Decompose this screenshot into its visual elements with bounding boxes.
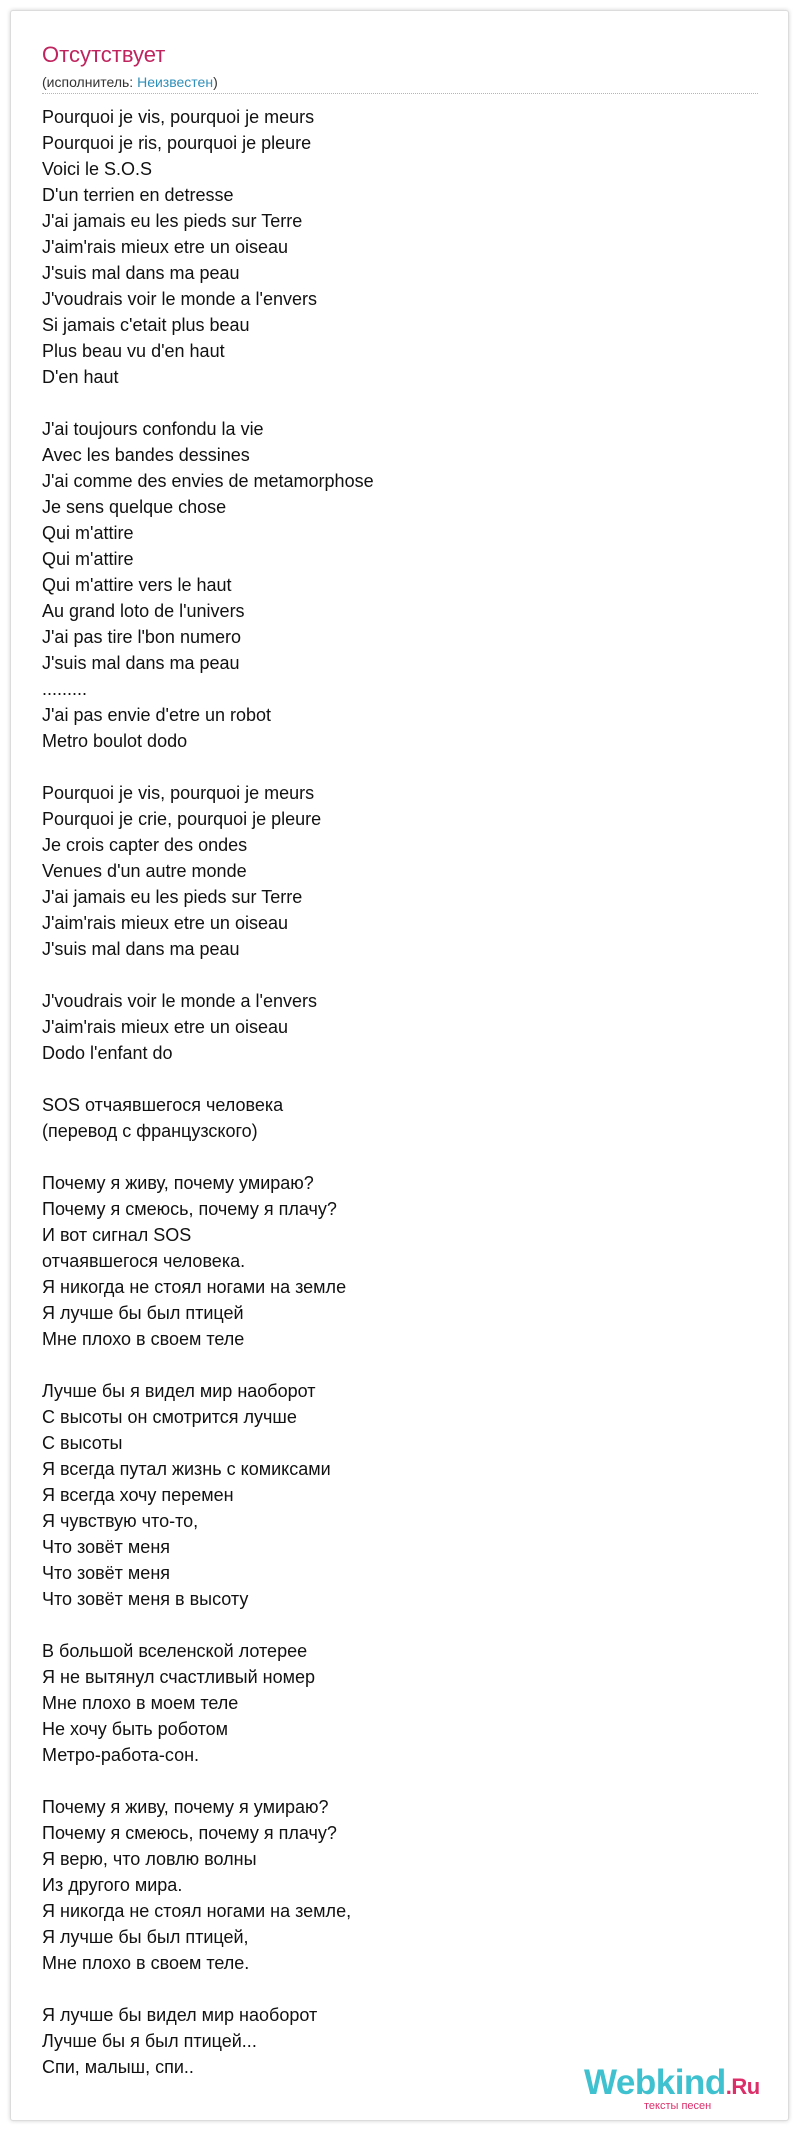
lyric-line: Qui m'attire <box>42 549 134 569</box>
lyric-line: Почему я смеюсь, почему я плачу? <box>42 1199 337 1219</box>
lyric-line: Pourquoi je vis, pourquoi je meurs <box>42 783 315 803</box>
lyric-line: D'en haut <box>42 367 119 387</box>
lyric-line: И вот сигнал SOS <box>42 1225 192 1245</box>
lyric-line: Я всегда путал жизнь с комиксами <box>42 1459 331 1479</box>
lyric-line: В большой вселенской лотерее <box>42 1641 308 1661</box>
lyric-line: Voici le S.O.S <box>42 159 153 179</box>
lyric-line: Лучше бы я был птицей... <box>42 2031 257 2051</box>
lyric-line: D'un terrien en detresse <box>42 185 234 205</box>
lyric-line: Что зовёт меня в высоту <box>42 1589 249 1609</box>
lyric-line: Plus beau vu d'en haut <box>42 341 225 361</box>
lyric-line: J'aim'rais mieux etre un oiseau <box>42 913 288 933</box>
logo-suffix: .Ru <box>725 2074 760 2099</box>
stanza-break <box>42 1144 374 1170</box>
lyric-line: J'ai jamais eu les pieds sur Terre <box>42 887 303 907</box>
lyric-line: J'aim'rais mieux etre un oiseau <box>42 1017 288 1037</box>
lyric-line: Я никогда не стоял ногами на земле, <box>42 1901 352 1921</box>
lyric-line: J'suis mal dans ma peau <box>42 939 240 959</box>
lyric-line: Из другого мира. <box>42 1875 183 1895</box>
stanza-break <box>42 1612 374 1638</box>
lyric-line: Спи, малыш, спи.. <box>42 2057 194 2077</box>
lyric-line: Je sens quelque chose <box>42 497 227 517</box>
lyric-line: Почему я живу, почему умираю? <box>42 1173 314 1193</box>
lyric-line: ......... <box>42 679 88 699</box>
lyric-line: Venues d'un autre monde <box>42 861 247 881</box>
stanza-break <box>42 1352 374 1378</box>
lyric-line: J'suis mal dans ma peau <box>42 263 240 283</box>
title-divider <box>42 93 758 94</box>
lyric-line: Почему я живу, почему я умираю? <box>42 1797 329 1817</box>
lyric-line: J'suis mal dans ma peau <box>42 653 240 673</box>
lyric-line: Avec les bandes dessines <box>42 445 250 465</box>
lyric-line: Qui m'attire vers le haut <box>42 575 232 595</box>
lyric-line: J'ai pas tire l'bon numero <box>42 627 241 647</box>
lyric-line: Я лучше бы видел мир наоборот <box>42 2005 318 2025</box>
lyric-line: J'aim'rais mieux etre un oiseau <box>42 237 288 257</box>
lyric-line: J'ai comme des envies de metamorphose <box>42 471 374 491</box>
artist-line <box>42 73 218 91</box>
lyric-line: J'voudrais voir le monde a l'envers <box>42 289 318 309</box>
lyric-line: Pourquoi je ris, pourquoi je pleure <box>42 133 312 153</box>
lyric-line: Мне плохо в своем теле <box>42 1329 245 1349</box>
lyric-line: отчаявшегося человека. <box>42 1251 246 1271</box>
lyric-line: Я лучше бы был птицей <box>42 1303 244 1323</box>
lyric-line: Pourquoi je vis, pourquoi je meurs <box>42 107 315 127</box>
lyric-line: Что зовёт меня <box>42 1537 171 1557</box>
lyric-line: Я всегда хочу перемен <box>42 1485 234 1505</box>
lyrics-text <box>42 104 374 2080</box>
lyric-line: SOS отчаявшегося человека <box>42 1095 284 1115</box>
lyric-line: Metro boulot dodo <box>42 731 188 751</box>
lyric-line: Я никогда не стоял ногами на земле <box>42 1277 347 1297</box>
lyric-line: J'voudrais voir le monde a l'envers <box>42 991 318 1011</box>
lyric-line: (перевод с французского) <box>42 1121 258 1141</box>
lyric-line: Si jamais c'etait plus beau <box>42 315 250 335</box>
lyric-line: С высоты <box>42 1433 123 1453</box>
lyric-line: Мне плохо в моем теле <box>42 1693 239 1713</box>
lyric-line: Метро-работа-сон. <box>42 1745 200 1765</box>
artist-suffix: ) <box>213 74 218 90</box>
stanza-break <box>42 1768 374 1794</box>
lyric-line: Dodo l'enfant do <box>42 1043 173 1063</box>
lyric-line: Не хочу быть роботом <box>42 1719 229 1739</box>
stanza-break <box>42 1976 374 2002</box>
lyric-line: Я чувствую что-то, <box>42 1511 199 1531</box>
lyric-line: Pourquoi je crie, pourquoi je pleure <box>42 809 322 829</box>
lyric-line: Я не вытянул счастливый номер <box>42 1667 315 1687</box>
lyric-line: Я верю, что ловлю волны <box>42 1849 257 1869</box>
artist-prefix: (исполнитель: <box>42 74 138 90</box>
lyric-line: Я лучше бы был птицей, <box>42 1927 249 1947</box>
lyric-line: J'ai pas envie d'etre un robot <box>42 705 272 725</box>
stanza-break <box>42 1066 374 1092</box>
lyric-line: Au grand loto de l'univers <box>42 601 245 621</box>
lyric-line: Мне плохо в своем теле. <box>42 1953 250 1973</box>
lyric-line: Почему я смеюсь, почему я плачу? <box>42 1823 337 1843</box>
logo-tagline: тексты песен <box>644 2100 712 2112</box>
lyric-line: J'ai toujours confondu la vie <box>42 419 264 439</box>
lyric-line: Qui m'attire <box>42 523 134 543</box>
lyric-line: J'ai jamais eu les pieds sur Terre <box>42 211 303 231</box>
song-title: Отсутствует <box>42 42 166 67</box>
lyric-line: С высоты он смотрится лучше <box>42 1407 297 1427</box>
lyric-line: Что зовёт меня <box>42 1563 171 1583</box>
stanza-break <box>42 962 374 988</box>
logo-main-text: Webkind <box>584 2063 726 2102</box>
webkind-logo[interactable] <box>584 2063 760 2112</box>
stanza-break <box>42 390 374 416</box>
lyric-line: Je crois capter des ondes <box>42 835 248 855</box>
lyric-line: Лучше бы я видел мир наоборот <box>42 1381 316 1401</box>
stanza-break <box>42 754 374 780</box>
artist-link[interactable]: Неизвестен <box>137 74 214 90</box>
